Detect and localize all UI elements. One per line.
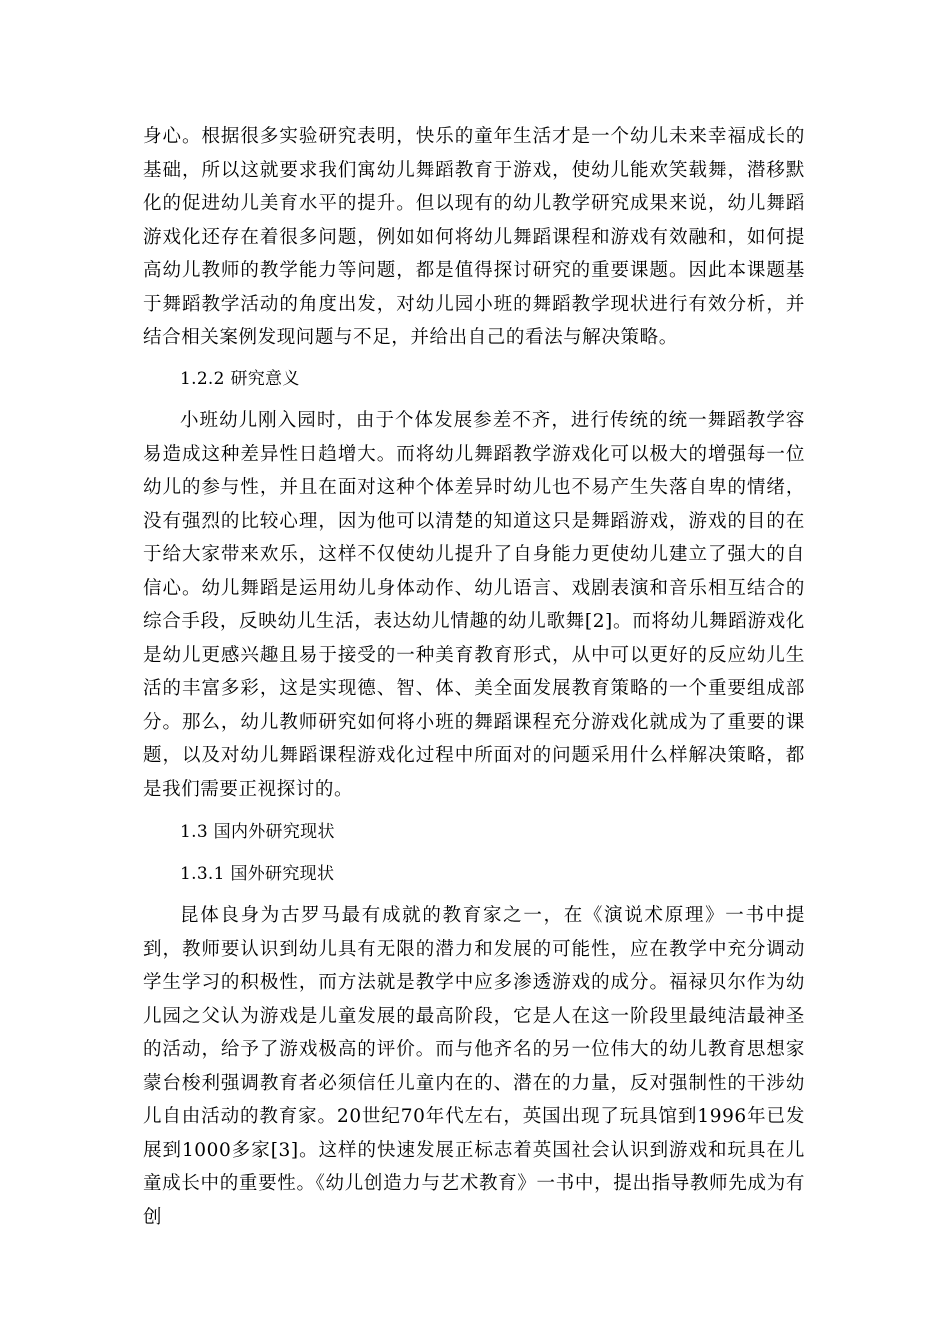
document-page xyxy=(143,120,805,1234)
paragraph-research-significance: 小班幼儿刚入园时，由于个体发展参差不齐，进行传统的统一舞蹈教学容易造成这种差异性日趋增大。而将幼儿舞蹈教学游戏化可以极大的增强每一位幼儿的参与性，并且在面对这种个体差异时幼儿也不易产生失落自卑的情绪，没有强烈的比较心理，因为他可以清楚的知道这只是舞蹈游戏，游戏的目的在于给大家带来欢乐，这样不仅使幼儿提升了自身能力更使幼儿建立了强大的自信心。幼儿舞蹈是运用幼儿身体动作、幼儿语言、戏剧表演和音乐相互结合的综合手段，反映幼儿生活，表达幼儿情趣的幼儿歌舞[2]。而将幼儿舞蹈游戏化是幼儿更感兴趣且易于接受的一种美育教育形式，从中可以更好的反应幼儿生活的丰富多彩，这是实现德、智、体、美全面发展教育策略的一个重要组成部分。那么，幼儿教师研究如何将小班的舞蹈课程充分游戏化就成为了重要的课题，以及对幼儿舞蹈课程游戏化过程中所面对的问题采用什么样解决策略，都是我们需要正视探讨的。 xyxy=(143,410,805,800)
spacer xyxy=(143,396,805,404)
section-heading-1-3: 1.3 国内外研究现状 xyxy=(180,822,335,842)
section-heading-1-3-1: 1.3.1 国外研究现状 xyxy=(180,863,335,884)
section-heading-1-2-2: 1.2.2 研究意义 xyxy=(180,368,300,389)
spacer xyxy=(143,355,805,363)
spacer xyxy=(143,806,805,816)
paragraph-foreign-research: 昆体良身为古罗马最有成就的教育家之一，在《演说术原理》一书中提到，教师要认识到幼儿具有无限的潜力和发展的可能性，应在教学中充分调动学生学习的积极性，而方法就是教学中应多渗透游戏的成分。福禄贝尔作为幼儿园之父认为游戏是儿童发展的最高阶段，它是人在这一阶段里最纯洁最神圣的活动，给予了游戏极高的评价。而与他齐名的另一位伟大的幼儿教育思想家蒙台梭利强调教育者必须信任儿童内在的、潜在的力量，反对强制性的干涉幼儿自由活动的教育家。20世纪70年代左右，英国出现了玩具馆到1996年已发展到1000多家[3]。这样的快速发展正标志着英国社会认识到游戏和玩具在儿童成长中的重要性。《幼儿创造力与艺术教育》一书中，提出指导教师先成为有创 xyxy=(143,905,805,1228)
spacer xyxy=(143,850,805,858)
spacer xyxy=(143,891,805,899)
paragraph-intro-continuation: 身心。根据很多实验研究表明，快乐的童年生活才是一个幼儿未来幸福成长的基础，所以这就要求我们寓幼儿舞蹈教育于游戏，使幼儿能欢笑载舞，潜移默化的促进幼儿美育水平的提升。但以现有的幼儿教学研究成果来说，幼儿舞蹈游戏化还存在着很多问题，例如如何将幼儿舞蹈课程和游戏有效融和，如何提高幼儿教师的教学能力等问题，都是值得探讨研究的重要课题。因此本课题基于舞蹈教学活动的角度出发，对幼儿园小班的舞蹈教学现状进行有效分析，并结合相关案例发现问题与不足，并给出自己的看法与解决策略。 xyxy=(143,126,805,348)
